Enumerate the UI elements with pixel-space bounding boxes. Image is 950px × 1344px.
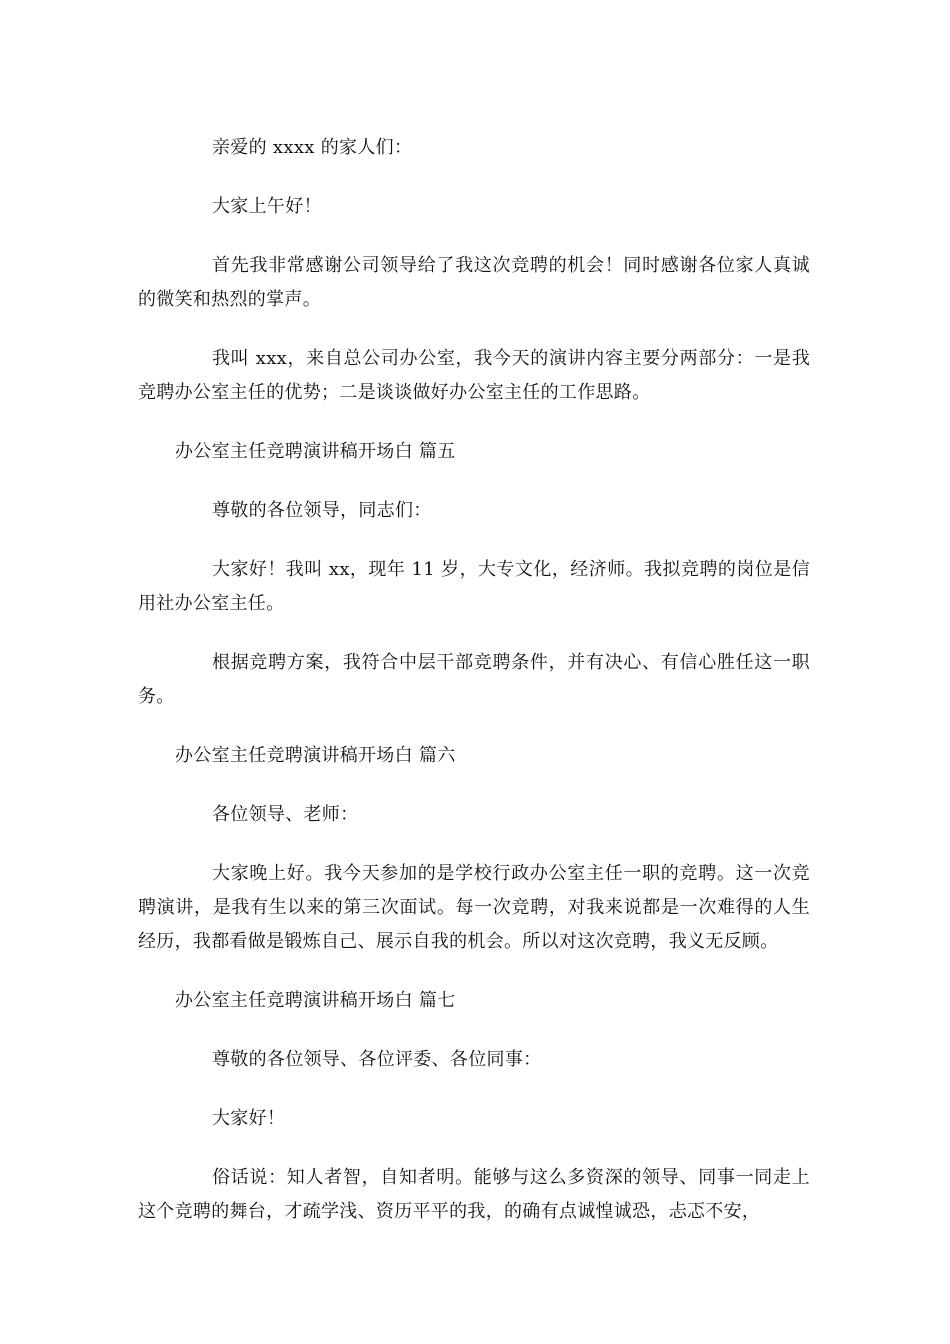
morning-greeting: 大家上午好！ [212, 196, 322, 217]
section-heading-part-seven: 办公室主任竞聘演讲稿开场白 篇七 [175, 990, 456, 1011]
greeting-leaders-teachers: 各位领导、老师： [212, 804, 359, 825]
qualification-paragraph: 根据竞聘方案，我符合中层干部竞聘条件，并有决心、有信心胜任这一职务。 [138, 652, 810, 707]
thanks-paragraph: 首先我非常感谢公司领导给了我这次竞聘的机会！同时感谢各位家人真诚的微笑和热烈的掌声。 [138, 255, 810, 310]
hello-greeting: 大家好！ [212, 1108, 286, 1129]
candidate-introduction-paragraph: 大家好！我叫 xx，现年 11 岁，大专文化，经济师。我拟竞聘的岗位是信用社办公室主任。 [138, 559, 810, 614]
document-body [138, 131, 810, 1254]
evening-speech-paragraph: 大家晚上好。我今天参加的是学校行政办公室主任一职的竞聘。这一次竞聘演讲，是我有生以来的第三次面试。每一次竞聘，对我来说都是一次难得的人生经历，我都看做是锻炼自己、展示自我的机会。所以对这次竞聘，我义无反顾。 [138, 863, 810, 952]
section-heading-part-five: 办公室主任竞聘演讲稿开场白 篇五 [175, 441, 456, 462]
greeting-leaders-judges-colleagues: 尊敬的各位领导、各位评委、各位同事： [212, 1049, 542, 1070]
self-introduction-paragraph: 我叫 xxx，来自总公司办公室，我今天的演讲内容主要分两部分：一是我竞聘办公室主任的优势；二是谈谈做好办公室主任的工作思路。 [138, 348, 810, 403]
section-heading-part-six: 办公室主任竞聘演讲稿开场白 篇六 [175, 745, 456, 766]
greeting-family: 亲爱的 xxxx 的家人们： [212, 137, 413, 158]
proverb-paragraph: 俗话说：知人者智，自知者明。能够与这么多资深的领导、同事一同走上这个竞聘的舞台，才疏学浅、资历平平的我，的确有点诚惶诚恐，忐忑不安， [138, 1167, 810, 1222]
greeting-leaders-comrades: 尊敬的各位领导，同志们： [212, 500, 432, 521]
